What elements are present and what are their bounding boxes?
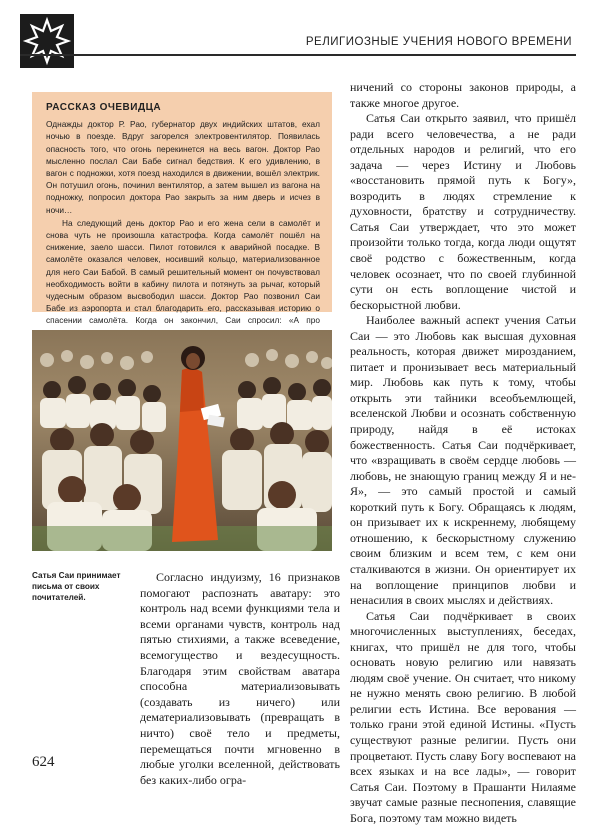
sidebar-paragraph: На следующий день доктор Рао и его жена сели в самолёт и снова чуть не произошла катастрофа. Когда самолёт пошёл на снижение, заело шасси. Пилот готовился к аварийной посадке. В самолёте оказался человек, носивший кольцо, материализованное для него Саи Бабой. В самый решительный момент он почувствовал необходимость войти в кабину пилота и потянуть за рычаг, который чудесным образом высвободил шасси. Доктор Рао позвонил Саи Бабе из аэропорта и стал благодарить его, рассказывая историю о спасении самолёта. Когда он закончил, Саи спросил: «А про [46, 217, 320, 326]
sidebar-paragraph: Однажды доктор Р. Рао, губернатор двух индийских штатов, ехал ночью в поезде. Вдруг загорелся электровентилятор. Появилась опасность того, что огонь перекинется на весь вагон. Доктор Рао мысленно послал Саи Бабе сигнал бедствия. К его удивлению, в вагон с подножки, хотя поезд находился в движении, вошёл электрик. Он потушил огонь, починил вентилятор, а затем вышел из вагона на подножку, попросил доктора Рао закрыть за ним дверь и исчез в ночи… [46, 119, 320, 215]
section-logo [20, 14, 74, 68]
right-column [350, 80, 576, 826]
left-column [140, 570, 340, 788]
header-rule [20, 54, 576, 56]
body-paragraph: Согласно индуизму, 16 признаков помогают распознать аватару: это контроль над всеми функциями тела и всеми органами чувств, контроль над пятью стихиями, а также всеведение, всемогущество и вездесущность. Благодаря этим свойствам аватара способна материализовывать (создавать из ничего) или дематериализовывать (превращать в ничто) своё тело и предметы, перемещаться почти мгновенно в любые уголки вселенной, действовать без каких-либо огра- [140, 570, 340, 787]
star-icon [20, 14, 74, 68]
eyewitness-sidebar [32, 92, 332, 326]
crowd-photo-illustration [32, 330, 332, 551]
body-paragraph: Сатья Саи открыто заявил, что пришёл ради всего человечества, а не ради отдельных народов и религий, что его задача — через Истину и Любовь «восстановить прямой путь к Богу», возродить в людях стремление к духовности, братству и сотрудничеству. Сатья Саи утверждает, что это может произойти только тогда, когда люди ощутят своё родство с божественным, когда человек осознает, что по своей глубинной сути он есть воплощение чистой и бескорыстной любви. [350, 111, 576, 312]
body-paragraph: Сатья Саи подчёркивает в своих многочисленных выступлениях, беседах, книгах, что пришёл не для того, чтобы основать новую религию или навязать людям своё учение. Он считает, что никому не нужно менять свою религию. В любой религии есть Истина. Все верования — только грани этой единой Истины. «Пусть существуют разные религии. Пусть они процветают. Пусть славу Богу воспевают на всех языках и на все лады», — говорит Сатья Саи. Поэтому в Прашанти Нилаяме звучат самые разные песнопения, славящие Бога, поэтому там можно видеть [350, 608, 576, 825]
page-number: 624 [32, 754, 55, 770]
body-paragraph: Наиболее важный аспект учения Сатьи Саи — это Любовь как высшая духовная реальность, которая движет мирозданием, питает и пронизывает весь материальный мир. Любовь как путь к тому, чтобы открыть эти тайники всеобъемлющей, вселенской Любви и осознать собственную природу, найдя в её истоках божественность. Сатья Саи подчёркивает, что «взращивать в своём сердце любовь — любовь, не знающую границ между Я и не-Я», — это самый простой и самый короткий путь к Богу. Обращаясь к людям, он призывает их к искреннему, любящему отношению, к бескорыстному служению своим близким и всем тем, с кем они сталкиваются в жизни. Он ориентирует их на воплощение принципов любви и ненасилия в своих мыслях и действиях. [350, 313, 576, 608]
body-paragraph-continuation: ничений со стороны законов природы, а также многое другое. [350, 80, 576, 110]
section-title: РЕЛИГИОЗНЫЕ УЧЕНИЯ НОВОГО ВРЕМЕНИ [305, 36, 572, 48]
sidebar-title: РАССКАЗ ОЧЕВИДЦА [46, 102, 162, 113]
photo-sai-baba-crowd [32, 330, 332, 551]
photo-caption: Сатья Саи принимает письма от своих почитателей. [32, 571, 121, 602]
